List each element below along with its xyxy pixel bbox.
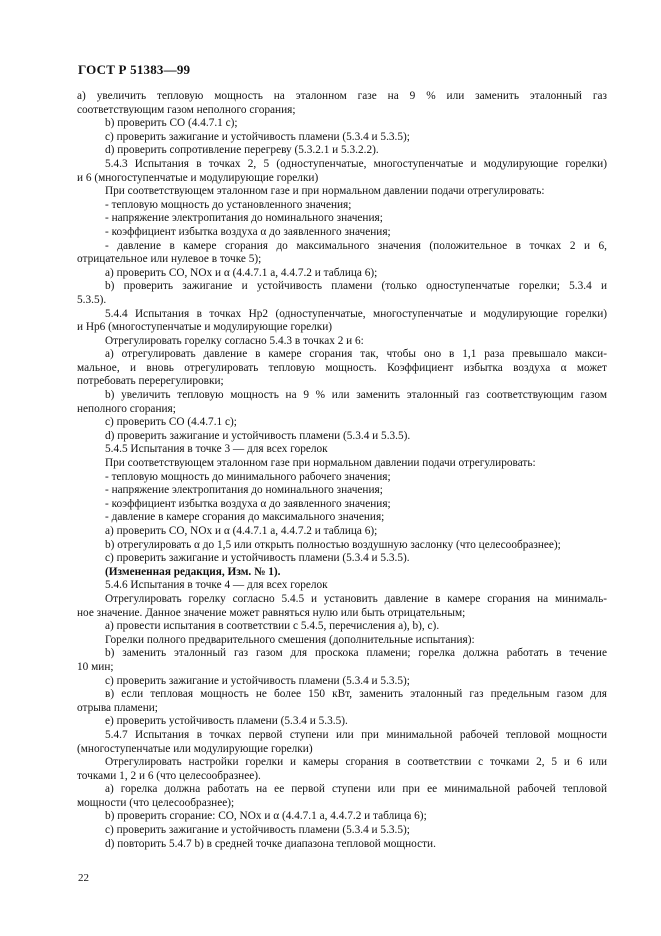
text-line: потребовать перерегулировки;	[77, 375, 224, 388]
document-header: ГОСТ Р 51383—99	[78, 62, 191, 77]
text-line: c) проверить зажигание и устойчивость пламени (5.3.4 и 5.3.5);	[105, 674, 410, 687]
text-line: 5.4.4 Испытания в точках Hp2 (одноступенчатые, многоступенчатые и модулирующие горелки)	[105, 307, 607, 320]
text-line: 5.4.6 Испытания в точке 4 — для всех горелок	[105, 579, 328, 592]
text-line: 10 мин;	[77, 660, 114, 673]
text-line: - коэффициент избытка воздуха α до заявленного значения;	[105, 497, 391, 510]
text-line: b) проверить CO (4.4.7.1 c);	[105, 117, 238, 130]
text-line: (Измененная редакция, Изм. № 1).	[105, 565, 281, 578]
document-body	[77, 90, 607, 851]
text-line: - напряжение электропитания до номинального значения;	[105, 212, 383, 225]
text-line: Горелки полного предварительного смешения (дополнительные испытания):	[105, 633, 475, 646]
text-line: - давление в камере сгорания до максимального значения (положительное в точках 2 и 6,	[105, 239, 607, 252]
text-line: отрицательное или нулевое в точке 5);	[77, 253, 262, 266]
text-line: точками 1, 2 и 6 (что целесообразнее).	[77, 769, 261, 782]
text-line: c) проверить зажигание и устойчивость пламени (5.3.4 и 5.3.5);	[105, 824, 410, 837]
text-line: и 6 (многоступенчатые и модулирующие горелки)	[77, 171, 319, 184]
text-line: 5.4.5 Испытания в точке 3 — для всех горелок	[105, 443, 328, 456]
page-number: 22	[78, 872, 89, 884]
text-line: и Hp6 (многоступенчатые и модулирующие горелки)	[77, 321, 333, 334]
text-line: - напряжение электропитания до номинального значения;	[105, 484, 383, 497]
text-line: Отрегулировать горелку согласно 5.4.3 в точках 2 и 6:	[105, 334, 364, 347]
text-line: - коэффициент избытка воздуха α до заявленного значения;	[105, 225, 391, 238]
text-line: a) проверить CO, NOx и α (4.4.7.1 a, 4.4.7.2 и таблица 6);	[105, 266, 378, 279]
text-line: b) проверить зажигание и устойчивость пламени (только одноступенчатые горелки; 5.3.4 и	[105, 280, 607, 293]
text-line: - тепловую мощность до установленного значения;	[105, 198, 352, 211]
text-line: При соответствующем эталонном газе и при нормальном давлении подачи отрегулировать:	[105, 185, 545, 198]
text-line: b) заменить эталонный газ газом для проскока пламени; горелка должна работать в течение	[105, 647, 607, 660]
text-line: мальное, и вновь отрегулировать тепловую мощность. Коэффициент избытка воздуха α может	[77, 361, 607, 374]
text-line: c) проверить CO (4.4.7.1 c);	[105, 416, 237, 429]
text-line: e) проверить устойчивость пламени (5.3.4 и 5.3.5).	[105, 715, 348, 728]
text-line: Отрегулировать горелку согласно 5.4.5 и установить давление в камере сгорания на минималь-	[105, 592, 607, 605]
text-line: - давление в камере сгорания до максимального значения;	[105, 511, 385, 524]
text-line: 5.3.5).	[77, 293, 107, 306]
text-line: b) отрегулировать α до 1,5 или открыть полностью воздушную заслонку (что целесообразнее);	[105, 538, 561, 551]
text-line: c) проверить зажигание и устойчивость пламени (5.3.4 и 5.3.5);	[105, 130, 410, 143]
text-line: d) повторить 5.4.7 b) в средней точке диапазона тепловой мощности.	[105, 837, 436, 850]
text-line: отрыва пламени;	[77, 701, 158, 714]
text-line: d) проверить зажигание и устойчивость пламени (5.3.4 и 5.3.5).	[105, 429, 411, 442]
text-line: a) увеличить тепловую мощность на эталонном газе на 9 % или заменить эталонный газ	[77, 90, 607, 102]
text-line: При соответствующем эталонном газе при нормальном давлении подачи отрегулировать:	[105, 457, 536, 470]
text-line: a) отрегулировать давление в камере сгорания так, чтобы оно в 1,1 раза превышало макси-	[105, 348, 607, 361]
text-line: b) увеличить тепловую мощность на 9 % или заменить эталонный газ соответствующим газом	[105, 389, 607, 402]
text-line: (многоступенчатые или модулирующие горелки)	[77, 742, 313, 755]
text-line: ное значение. Данное значение может равняться нулю или быть отрицательным;	[77, 606, 466, 619]
text-line: b) проверить сгорание: CO, NOx и α (4.4.7.1 a, 4.4.7.2 и таблица 6);	[105, 810, 427, 823]
text-line: c) проверить зажигание и устойчивость пламени (5.3.4 и 5.3.5).	[105, 552, 410, 565]
text-line: 5.4.7 Испытания в точках первой ступени или при минимальной рабочей тепловой мощности	[105, 728, 607, 741]
text-line: a) проверить CO, NOx и α (4.4.7.1 a, 4.4.7.2 и таблица 6);	[105, 525, 378, 537]
text-line: - тепловую мощность до минимального рабочего значения;	[105, 470, 391, 483]
text-line: соответствующим газом неполного сгорания;	[77, 103, 296, 116]
text-line: неполного сгорания;	[77, 402, 176, 415]
text-line: Отрегулировать настройки горелки и камеры сгорания в соответствии с точками 2, 5 и 6 или	[105, 756, 607, 769]
text-line: a) провести испытания в соответствии с 5.4.5, перечисления a), b), c).	[105, 620, 440, 633]
text-line: в) если тепловая мощность не более 150 кВт, заменить эталонный газ предельным газом для	[105, 688, 607, 701]
text-line: мощности (что целесообразнее);	[77, 796, 235, 809]
text-line: a) горелка должна работать на ее первой ступени или при ее минимальной рабочей тепловой	[105, 783, 607, 796]
text-line: 5.4.3 Испытания в точках 2, 5 (одноступенчатые, многоступенчатые и модулирующие горелки)	[105, 157, 607, 170]
text-line: d) проверить сопротивление перегреву (5.3.2.1 и 5.3.2.2).	[105, 144, 379, 157]
